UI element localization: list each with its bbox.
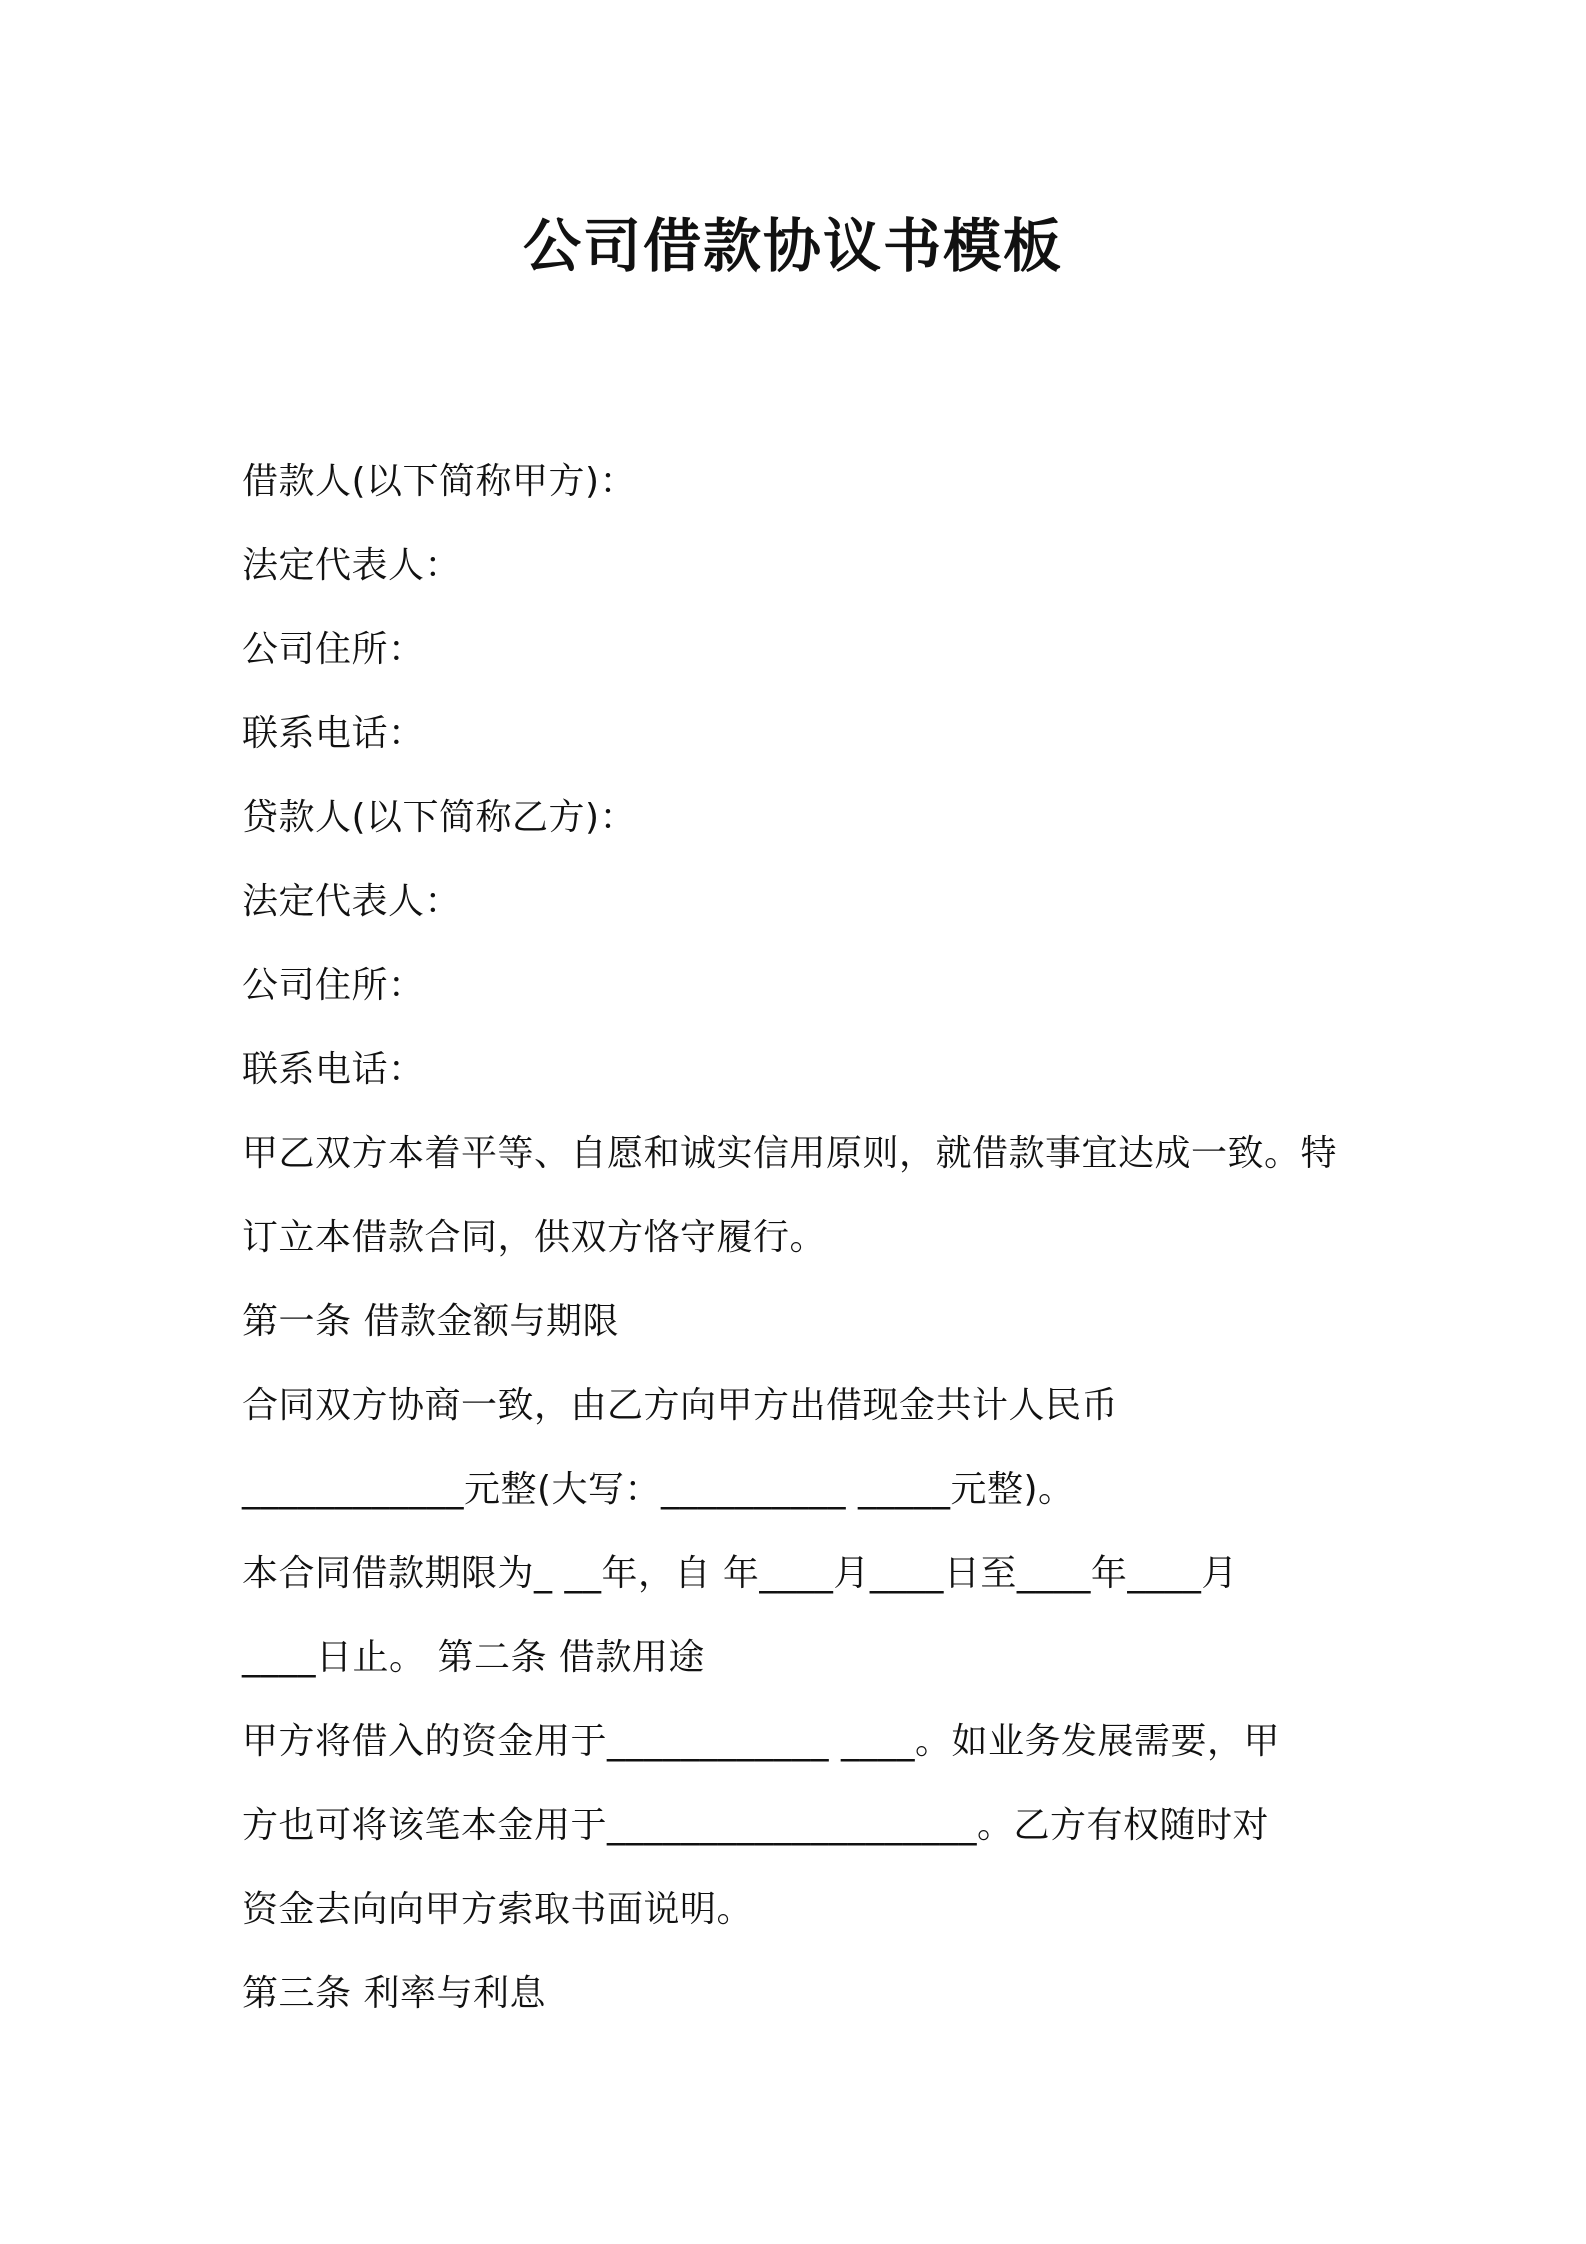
document-title: 公司借款协议书模板 (522, 212, 1063, 280)
borrower-phone-line: 联系电话： (242, 713, 425, 754)
document-body (242, 440, 1362, 2036)
lender-phone-line: 联系电话： (242, 1049, 425, 1090)
preamble-line-2: 订立本借款合同，供双方恪守履行。 (242, 1217, 827, 1258)
lender-line: 贷款人(以下简称乙方)： (242, 797, 637, 838)
article-2-text-3: 资金去向向甲方索取书面说明。 (242, 1889, 754, 1930)
lender-address-line: 公司住所： (242, 965, 425, 1006)
article-1-text-3: 本合同借款期限为_ __年，自 年____月____日至____年____月 (242, 1553, 1238, 1594)
article-2-heading-line: ____日止。 第二条 借款用途 (242, 1637, 705, 1678)
article-2-text-2: 方也可将该笔本金用于____________________。乙方有权随时对 (242, 1805, 1270, 1846)
article-1-text-2: ____________元整(大写：__________ _____元整)。 (242, 1469, 1075, 1510)
borrower-legal-rep-line: 法定代表人： (242, 545, 462, 586)
borrower-address-line: 公司住所： (242, 629, 425, 670)
article-1-text-1: 合同双方协商一致，由乙方向甲方出借现金共计人民币 (242, 1385, 1119, 1426)
article-2-text-1: 甲方将借入的资金用于____________ ____。如业务发展需要，甲 (242, 1721, 1280, 1762)
article-1-heading: 第一条 借款金额与期限 (242, 1301, 619, 1342)
preamble-line-1: 甲乙双方本着平等、自愿和诚实信用原则，就借款事宜达成一致。特 (242, 1133, 1338, 1174)
borrower-line: 借款人(以下简称甲方)： (242, 461, 637, 502)
lender-legal-rep-line: 法定代表人： (242, 881, 462, 922)
article-3-heading: 第三条 利率与利息 (242, 1973, 546, 2014)
